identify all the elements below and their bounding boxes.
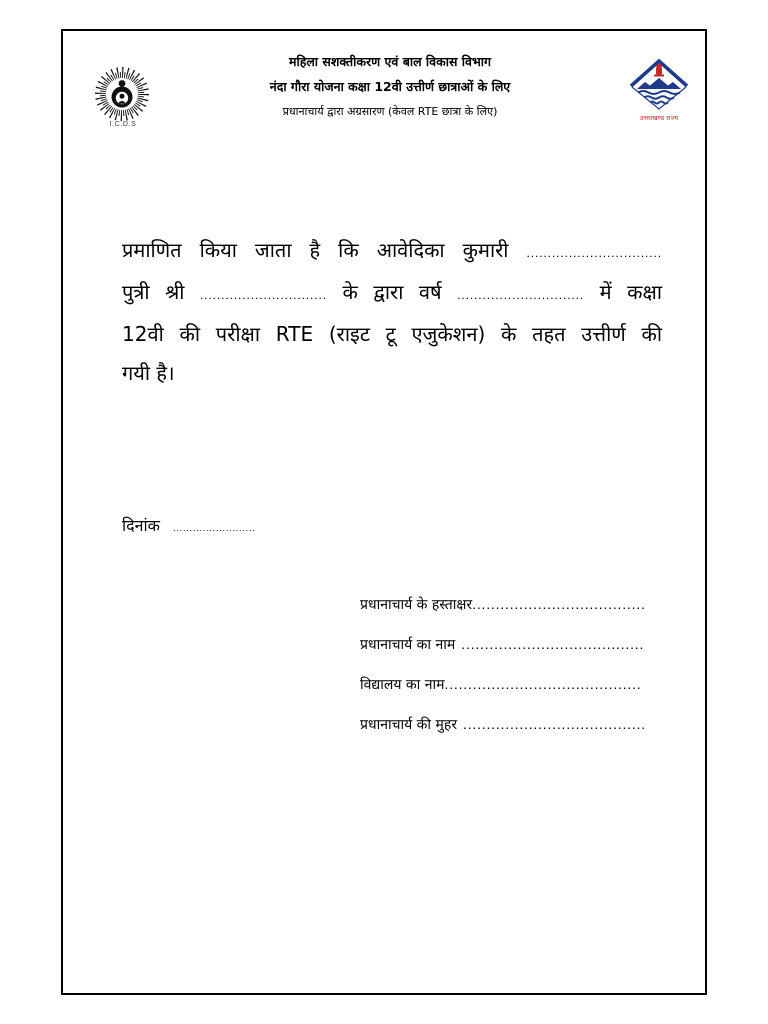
ashoka-emblem-base — [654, 75, 664, 77]
certificate-line-1-text: प्रमाणित किया जाता है कि आवेदिका कुमारी — [122, 238, 509, 262]
principal-name-label: प्रधानाचार्य का नाम — [360, 637, 456, 653]
school-name-field — [360, 664, 692, 704]
date-blank: ......................... — [173, 523, 256, 533]
certificate-line-4: गयी है। — [122, 361, 175, 385]
forwarding-note: प्रधानाचार्य द्वारा अग्रसारण (केवल RTE छात्रा के लिए) — [282, 105, 498, 118]
mountains-icon — [637, 78, 681, 89]
principal-seal-blank: ....................................... — [463, 716, 646, 732]
principal-signature-label: प्रधानाचार्य के हस्ताक्षर — [360, 597, 473, 613]
school-name-label: विद्यालय का नाम — [360, 677, 445, 693]
mother-head-shape — [119, 80, 126, 87]
certificate-line-3: 12वी की परीक्षा RTE (राइट टू एजुकेशन) के तहत उत्तीर्ण की — [122, 322, 662, 346]
father-name-blank: .............................. — [199, 288, 327, 302]
ashoka-emblem-body — [656, 68, 662, 75]
form-body — [122, 231, 692, 744]
uttarakhand-emblem-caption: उत्तराखण्ड राज्य — [639, 114, 679, 122]
icds-logo-icon — [92, 64, 152, 124]
school-name-blank: .......................................... — [444, 676, 642, 692]
child-head-shape — [120, 94, 125, 99]
document-header — [160, 49, 620, 124]
applicant-name-blank: ................................ — [526, 246, 662, 260]
wave-line — [644, 96, 674, 99]
scheme-title: नंदा गौरा योजना कक्षा 12वी उत्तीर्ण छात्राओं के लिए — [269, 79, 511, 94]
principal-name-blank: ....................................... — [461, 636, 645, 652]
department-title: महिला सशक्तीकरण एवं बाल विकास विभाग — [288, 54, 492, 69]
date-label: दिनांक — [122, 516, 160, 535]
certificate-line-2-end: में कक्षा — [599, 280, 663, 304]
uttarakhand-emblem-icon — [628, 58, 690, 112]
wave-line — [638, 91, 680, 94]
principal-seal-label: प्रधानाचार्य की मुहर — [360, 717, 458, 733]
mother-child-figure-icon — [112, 80, 133, 107]
certificate-line-2-start: पुत्री श्री — [122, 280, 185, 304]
river-waves-icon — [638, 91, 680, 104]
principal-seal-field — [360, 704, 692, 744]
principal-name-field — [360, 624, 692, 664]
principal-signature-blank: ..................................... — [472, 596, 646, 612]
certificate-line-2-middle: के द्वारा वर्ष — [342, 280, 442, 304]
signature-block — [360, 584, 692, 744]
certificate-line-2 — [122, 273, 662, 315]
date-field — [122, 514, 692, 538]
principal-signature-field — [360, 584, 692, 624]
exam-year-blank: .............................. — [457, 288, 585, 302]
icds-logo-caption: I.C.D.S — [109, 121, 137, 128]
certificate-line-1 — [122, 231, 662, 273]
certificate-text — [122, 231, 662, 393]
